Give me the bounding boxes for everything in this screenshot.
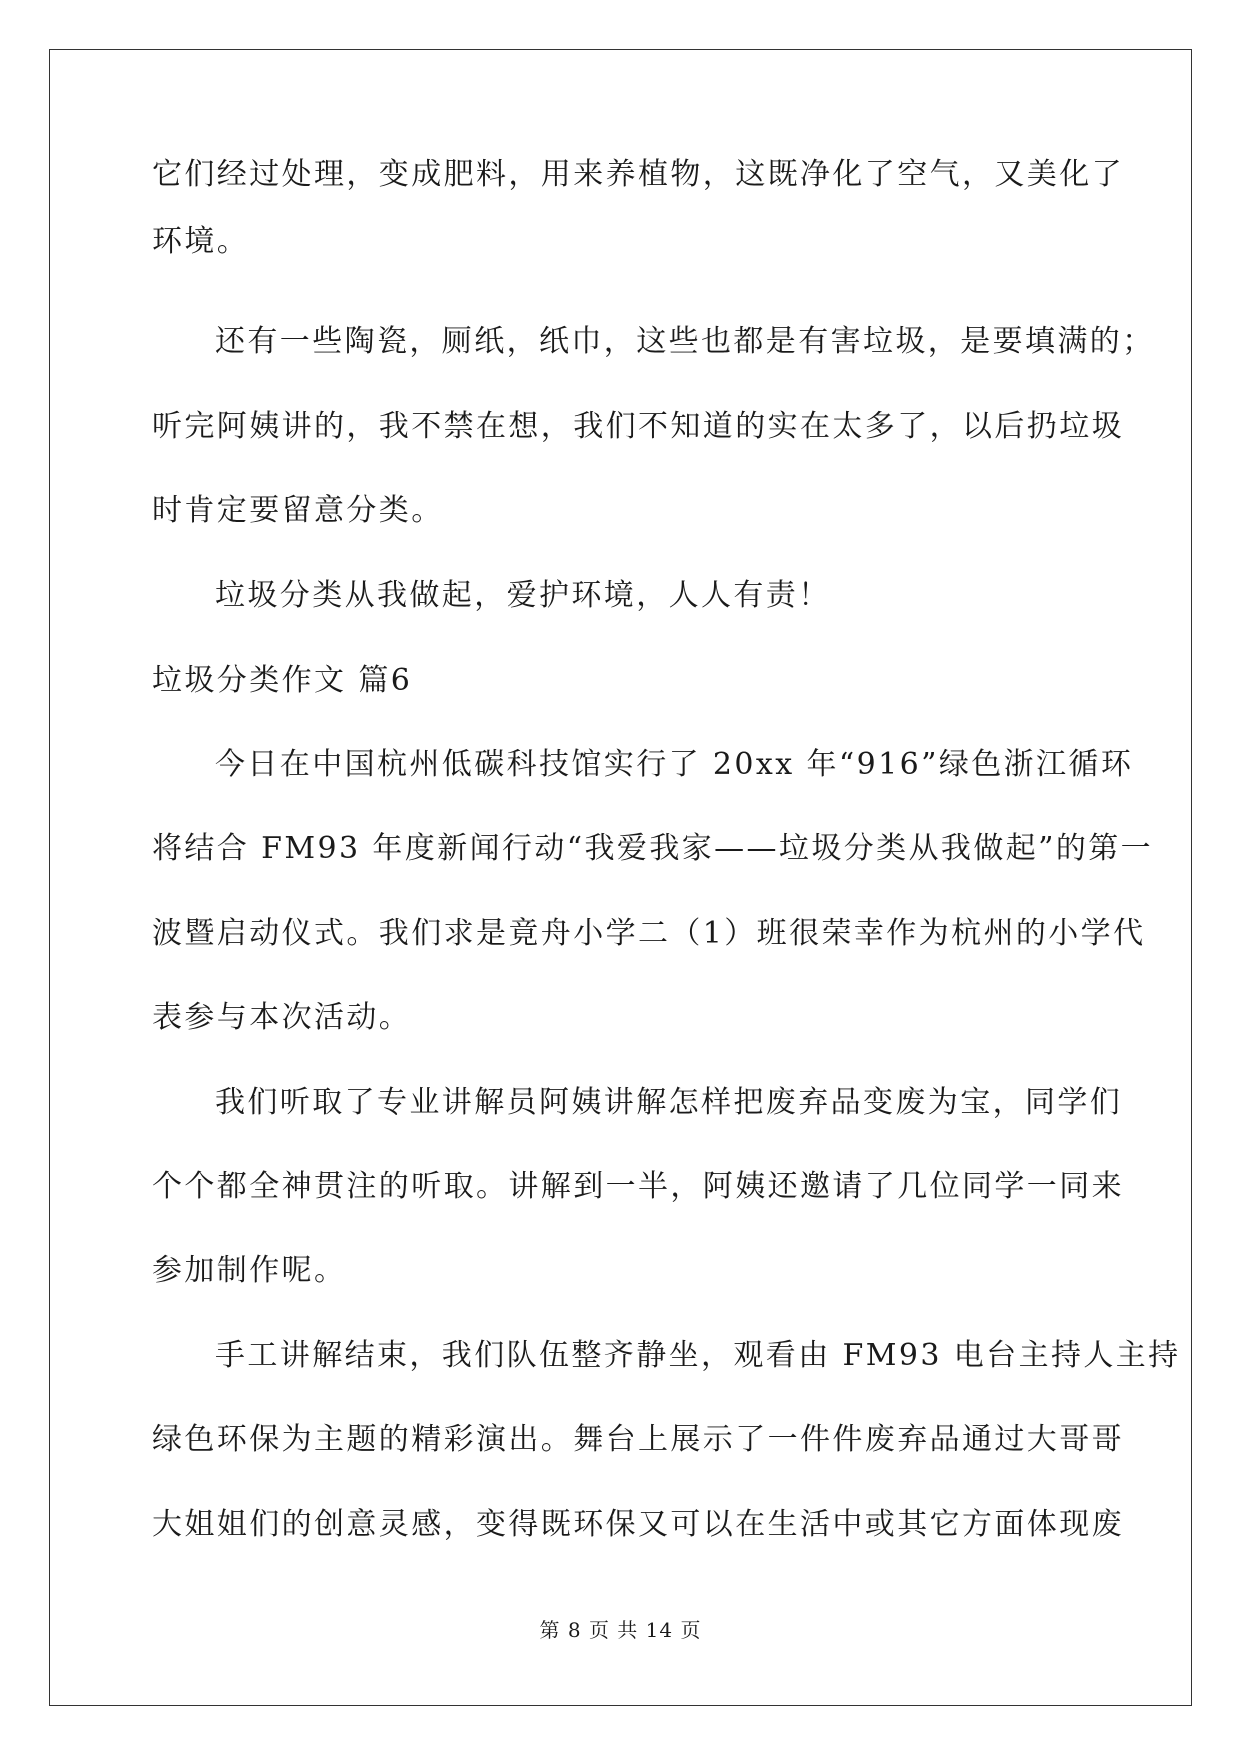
paragraph-line: 听完阿姨讲的，我不禁在想，我们不知道的实在太多了，以后扔垃圾: [152, 409, 1124, 444]
page-number-footer: 第 8 页 共 14 页: [539, 1618, 702, 1642]
paragraph-line: 参加制作呢。: [152, 1253, 347, 1288]
paragraph-line: 手工讲解结束，我们队伍整齐静坐，观看由 FM93 电台主持人主持: [215, 1338, 1181, 1373]
paragraph-line: 今日在中国杭州低碳科技馆实行了 20xx 年“916”绿色浙江循环: [215, 747, 1134, 782]
paragraph-line: 时肯定要留意分类。: [152, 493, 444, 528]
paragraph-line: 还有一些陶瓷，厕纸，纸巾，这些也都是有害垃圾，是要填满的；: [215, 324, 1155, 359]
paragraph-line: 绿色环保为主题的精彩演出。舞台上展示了一件件废弃品通过大哥哥: [152, 1422, 1124, 1457]
paragraph-line: 大姐姐们的创意灵感，变得既环保又可以在生活中或其它方面体现废: [152, 1507, 1124, 1542]
paragraph-line: 个个都全神贯注的听取。讲解到一半，阿姨还邀请了几位同学一同来: [152, 1169, 1124, 1204]
paragraph-line: 波暨启动仪式。我们求是竟舟小学二（1）班很荣幸作为杭州的小学代: [152, 916, 1146, 951]
paragraph-line: 表参与本次活动。: [152, 1000, 412, 1035]
paragraph-line: 将结合 FM93 年度新闻行动“我爱我家——垃圾分类从我做起”的第一: [152, 831, 1154, 866]
paragraph-line: 它们经过处理，变成肥料，用来养植物，这既净化了空气，又美化了: [152, 157, 1124, 192]
paragraph-line: 我们听取了专业讲解员阿姨讲解怎样把废弃品变废为宝，同学们: [215, 1085, 1123, 1120]
section-heading: 垃圾分类作文 篇6: [152, 663, 413, 698]
paragraph-line: 垃圾分类从我做起，爱护环境，人人有责！: [215, 578, 831, 613]
paragraph-line: 环境。: [152, 224, 250, 259]
